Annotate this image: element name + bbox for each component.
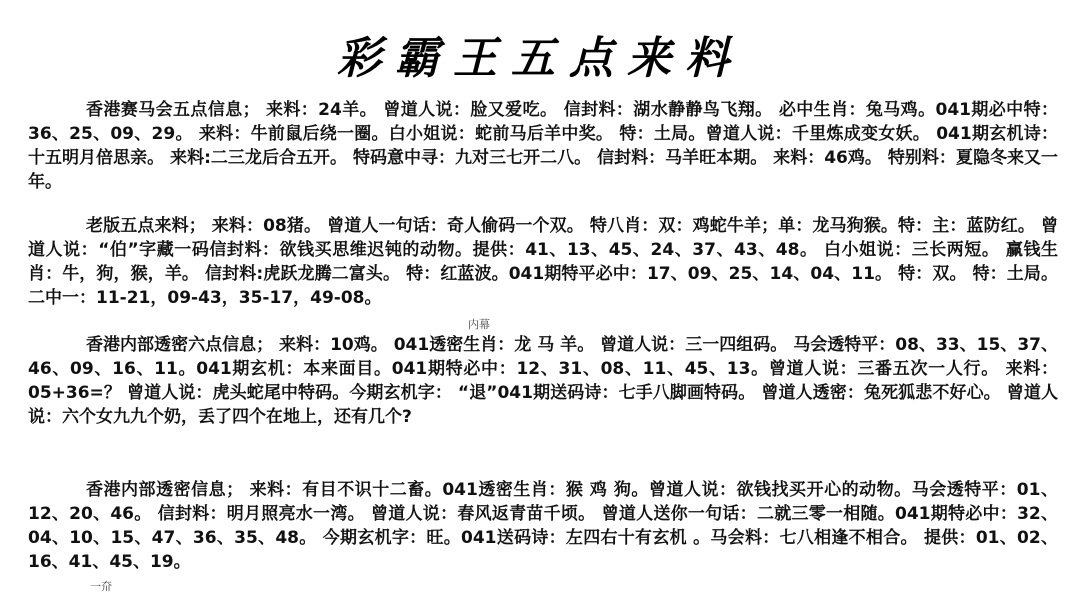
stray-mark-neimu: 内幕	[468, 318, 490, 331]
section-old-five-point: 老版五点来料； 来料：08猪。 曾道人一句话：奇人偷码一个双。 特八肖：双：鸡蛇牛羊；单：龙马狗猴。特：主：蓝防红。 曾道人说：“伯”字藏一码信封料：欲钱买思维迟钝的动物。提供：41、13、45、24、37、43、48。 白小姐说：三长两短。 赢钱生肖：牛，狗，猴，羊。 信封料:虎跃龙腾二富头。 特：红蓝波。041期特平必中：17、09、25、14、04、11。 特：双。 特：土局。 二中一：11-21，09-43，35-17，49-08。	[28, 216, 1058, 308]
section-hk-jockey-five-point: 香港赛马会五点信息； 来料：24羊。 曾道人说：脸又爱吃。 信封料：湖水静静鸟飞翔。 必中生肖：兔马鸡。041期必中特：36、25、09、29。 来料：牛前鼠后绕一圈。白小姐说：蛇前马后羊中奖。 特：土局。曾道人说：千里炼成变女妖。 041期玄机诗：十五明月倍思亲。 来料:二三龙后合五开。 特码意中寻：九对三七开二八。 信封料：马羊旺本期。 来料：46鸡。 特别料：夏隐冬来又一年。	[28, 100, 1058, 192]
page-title: 彩霸王五点来料	[337, 33, 743, 84]
section-hk-internal-six-point: 香港内部透密六点信息； 来料：10鸡。 041透密生肖：龙 马 羊。 曾道人说：三一四组码。 马会透特平：08、33、15、37、46、09、16、11。041期玄机：本来面目。041期特必中：12、31、08、11、45、13。曾道人说：三番五次一人行。 来料：05+36=？ 曾道人说：虎头蛇尾中特码。今期玄机字： “退”041期送码诗：七手八脚画特码。 曾道人透密：兔死狐悲不好心。 曾道人说：六个女九九个奶，丢了四个在地上，还有几个?	[28, 335, 1058, 427]
stray-mark-bottom: 一夼	[90, 580, 112, 593]
section-hk-internal-info: 香港内部透密信息； 来料：有目不识十二畜。041透密生肖：猴 鸡 狗。曾道人说：欲钱找买开心的动物。马会透特平：01、12、20、46。 信封料：明月照亮水一湾。 曾道人说：春风返青苗千顷。 曾道人送你一句话：二就三零一相随。041期特必中：32、04、10、15、47、36、35、48。 今期玄机字：旺。041送码诗：左四右十有玄机 。马会料：七八相逢不相合。 提供：01、02、16、41、45、19。	[28, 480, 1058, 572]
